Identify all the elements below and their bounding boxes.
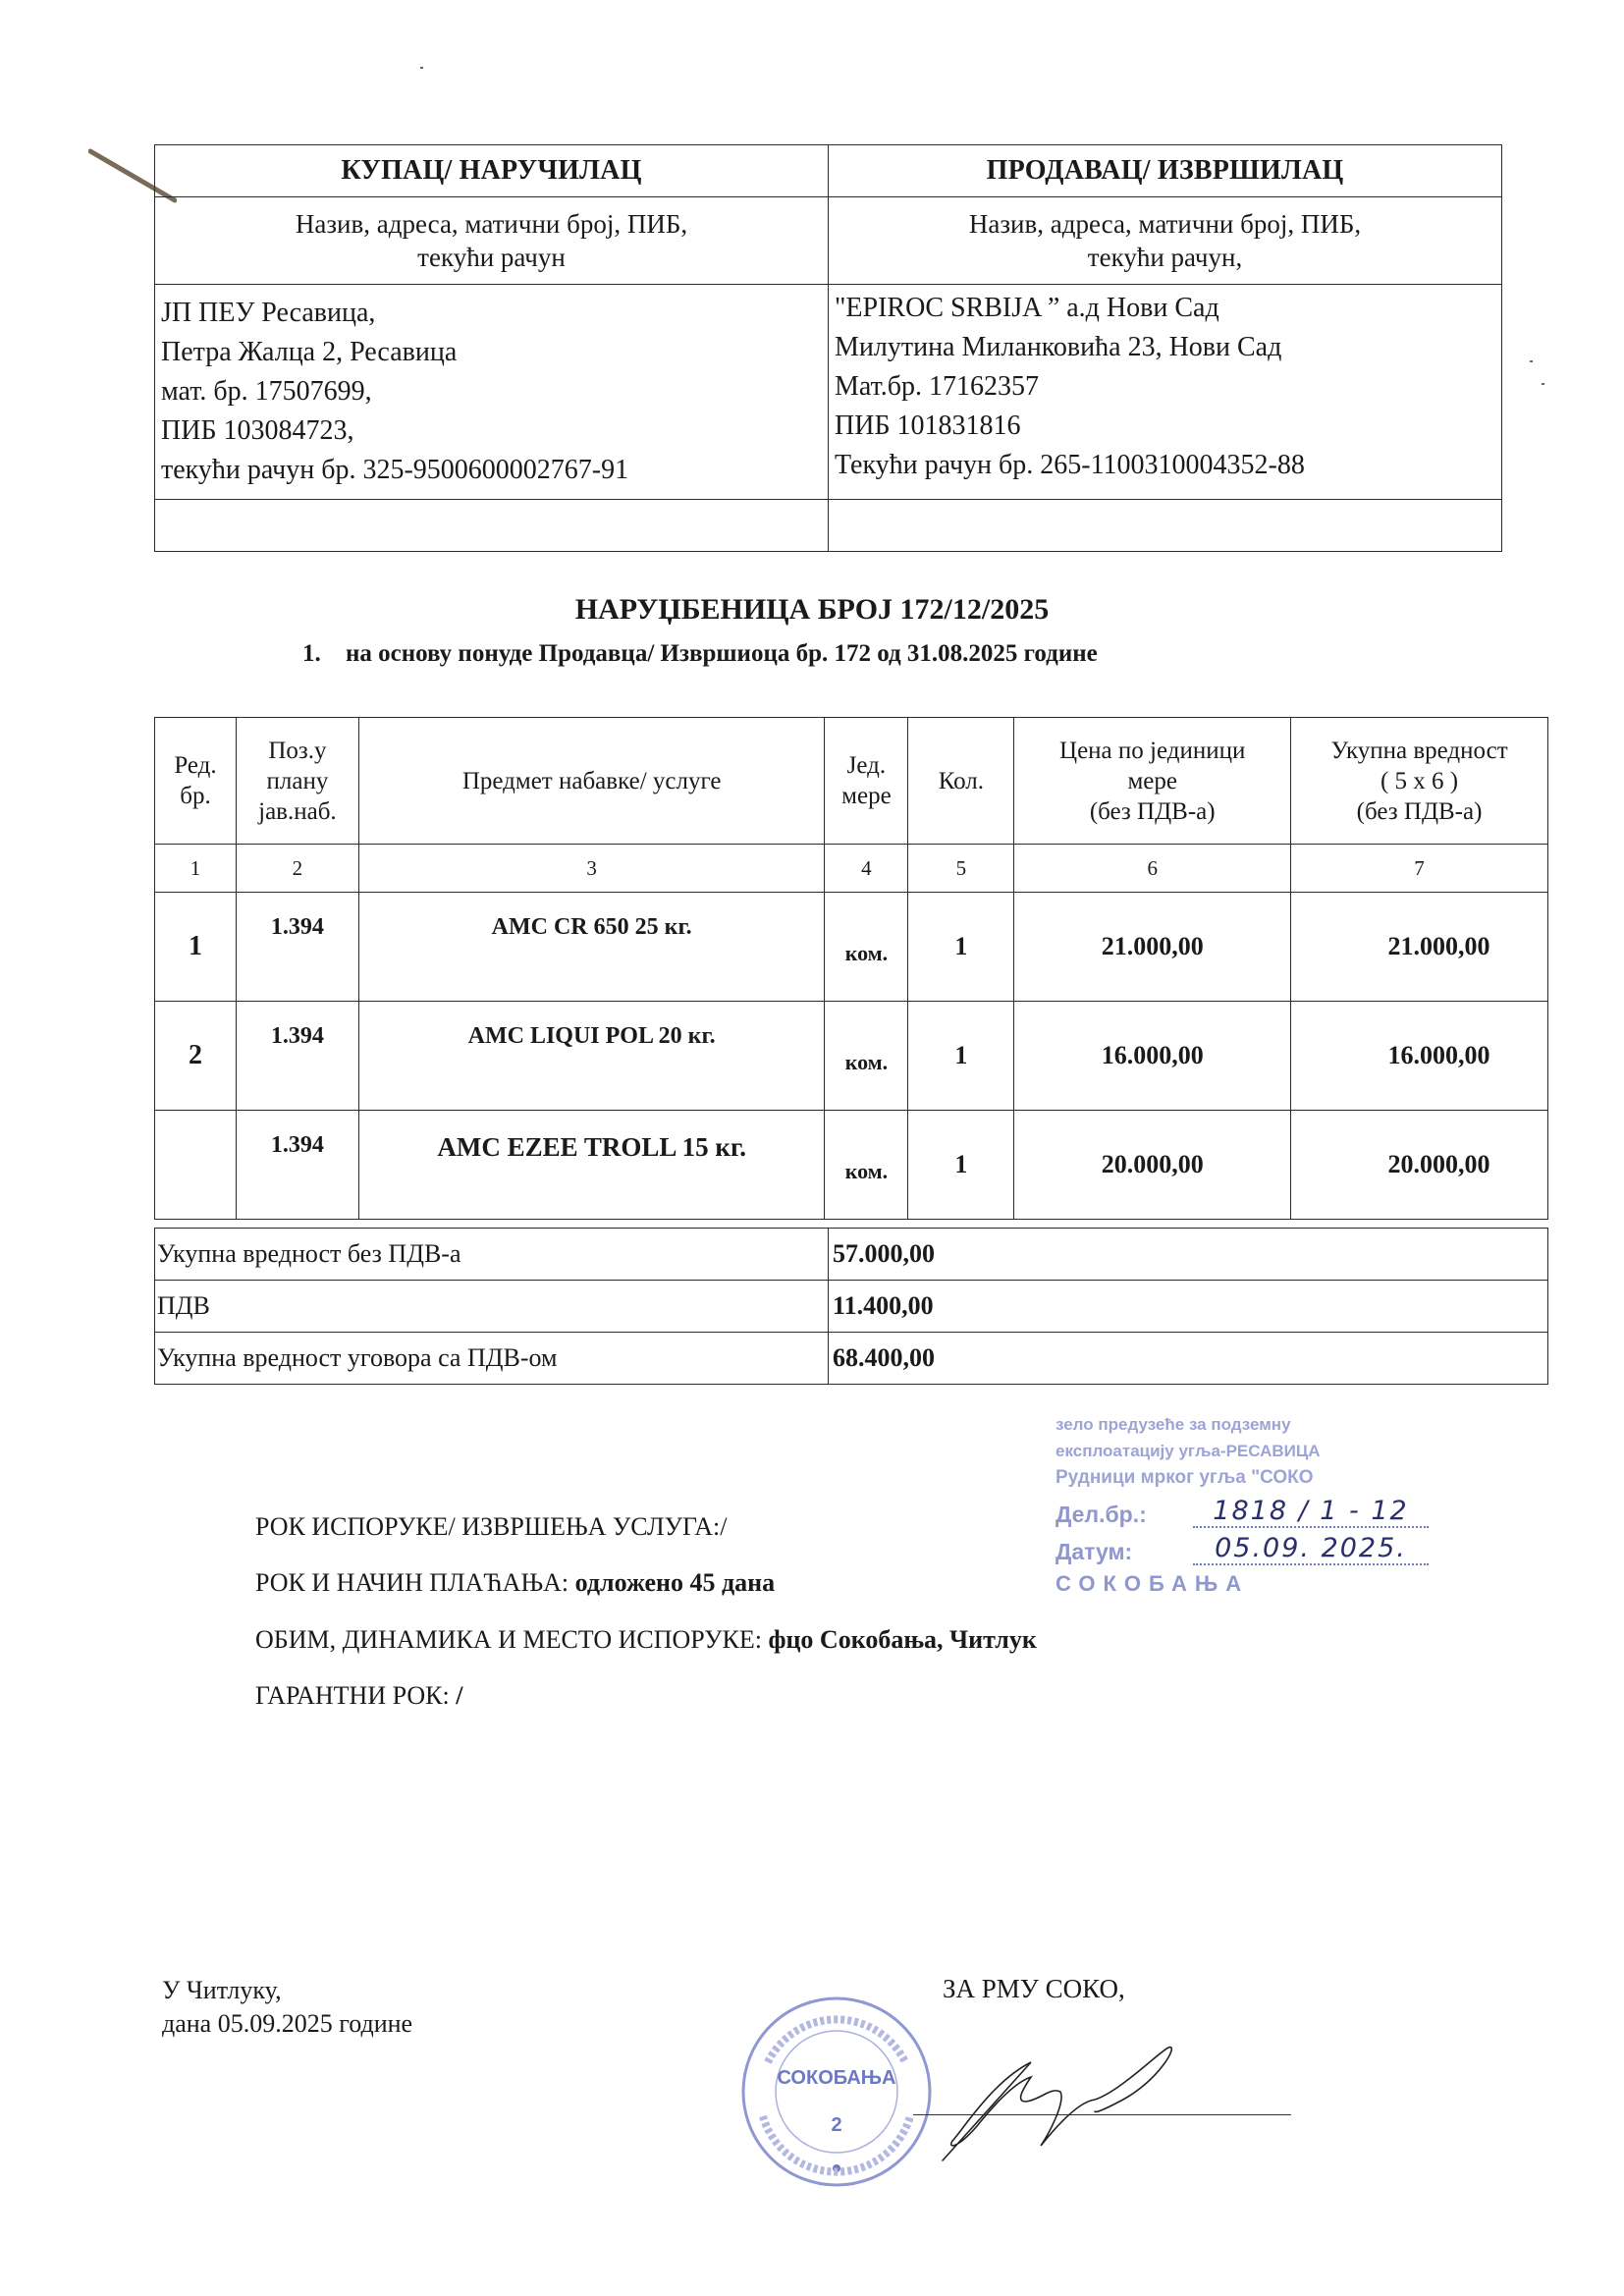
plan-position: 1.394 <box>236 1111 358 1220</box>
totals-table <box>154 1228 1548 1385</box>
delivery-term-label: РОК ИСПОРУКЕ/ ИЗВРШЕЊА УСЛУГА:/ <box>255 1512 728 1541</box>
items-table <box>154 717 1548 1220</box>
column-number: 2 <box>236 845 358 893</box>
buyer-address: Петра Жалца 2, Ресавица <box>161 337 458 367</box>
totals-row-net <box>155 1229 1548 1281</box>
header-line: Јед. <box>846 752 887 779</box>
warranty-term <box>255 1681 462 1711</box>
col-header-plan-position <box>236 718 358 845</box>
total-label: Укупна вредност без ПДВ-а <box>155 1229 829 1281</box>
buyer-details <box>155 285 829 500</box>
header-line: Кол. <box>938 767 985 794</box>
place-and-date <box>162 1974 412 2041</box>
seller-empty-cell <box>829 500 1502 552</box>
place: У Читлуку, <box>162 1976 282 2004</box>
buyer-empty-cell <box>155 500 829 552</box>
scan-speck <box>1542 383 1544 385</box>
unit-price: 20.000,00 <box>1014 1111 1291 1220</box>
total-label: Укупна вредност уговора са ПДВ-ом <box>155 1333 829 1385</box>
payment-term-value: одложено 45 дана <box>574 1568 776 1597</box>
seller-header: ПРОДАВАЦ/ ИЗВРШИЛАЦ <box>829 145 1502 197</box>
stamp-date-value: 05.09. 2025. <box>1193 1533 1429 1565</box>
header-line: (без ПДВ-а) <box>1089 797 1216 825</box>
unit: ком. <box>825 1002 908 1111</box>
sign-for-label: ЗА РМУ СОКО, <box>943 1974 1125 2003</box>
registry-stamp <box>1056 1411 1448 1597</box>
col-header-row-number <box>155 718 237 845</box>
item-description: AMC EZEE TROLL 15 кг. <box>358 1111 825 1220</box>
stamp-date-row <box>1056 1528 1448 1565</box>
buyer-subheader-line: текући рачун <box>417 243 566 272</box>
header-line: Ред. <box>174 752 217 779</box>
header-line: мере <box>841 783 892 809</box>
buyer-tax-id: ПИБ 103084723, <box>161 415 354 446</box>
seller-subheader-line: Назив, адреса, матични број, ПИБ, <box>968 209 1362 239</box>
col-header-quantity <box>908 718 1014 845</box>
header-line: Цена по јединици <box>1059 737 1246 764</box>
header-line: Поз.у <box>268 737 327 764</box>
unit-price: 16.000,00 <box>1014 1002 1291 1111</box>
col-header-unit-price <box>1014 718 1291 845</box>
header-line: Предмет набавке/ услуге <box>461 767 722 794</box>
table-row <box>155 893 1548 1002</box>
scan-speck <box>420 67 423 69</box>
item-description: AMC CR 650 25 кг. <box>358 893 825 1002</box>
order-basis <box>302 640 1098 668</box>
buyer-bank-account: текући рачун бр. 325-9500600002767-91 <box>161 455 629 485</box>
warranty-term-label: ГАРАНТНИ РОК: <box>255 1681 450 1710</box>
stamp-line: Рудници мрког угља "СОКО <box>1056 1467 1314 1488</box>
quantity: 1 <box>908 893 1014 1002</box>
scope-term-value: фцо Сокобања, Читлук <box>768 1625 1037 1654</box>
header-line: (без ПДВ-а) <box>1356 797 1483 825</box>
signature <box>923 2023 1218 2170</box>
row-number: 2 <box>155 1002 237 1111</box>
header-line: бр. <box>180 783 211 809</box>
column-number-row <box>155 845 1548 893</box>
line-total: 21.000,00 <box>1291 893 1548 1002</box>
stamp-line: експлоатацију угља-РЕСАВИЦА <box>1056 1442 1321 1460</box>
buyer-header: КУПАЦ/ НАРУЧИЛАЦ <box>155 145 829 197</box>
line-total: 16.000,00 <box>1291 1002 1548 1111</box>
issue-date: дана 05.09.2025 године <box>162 2009 413 2038</box>
total-value: 57.000,00 <box>829 1229 1548 1281</box>
header-line: плану <box>266 767 329 794</box>
order-title: НАРУЏБЕНИЦА БРОЈ 172/12/2025 <box>574 593 1050 626</box>
scan-speck <box>1530 360 1533 362</box>
warranty-term-value: / <box>456 1681 463 1710</box>
header-line: јав.наб. <box>258 797 337 825</box>
row-number: 1 <box>155 893 237 1002</box>
seller-subheader <box>829 197 1502 285</box>
seller-address: Милутина Миланковића 23, Нови Сад <box>835 332 1282 362</box>
header-line: ( 5 x 6 ) <box>1380 767 1459 794</box>
order-basis-text: на основу понуде Продавца/ Извршиоца бр. 172 од 31.08.2025 године <box>346 640 1098 667</box>
total-value: 11.400,00 <box>829 1281 1548 1333</box>
line-total: 20.000,00 <box>1291 1111 1548 1220</box>
buyer-reg-number: мат. бр. 17507699, <box>161 376 372 407</box>
payment-term-label: РОК И НАЧИН ПЛАЋАЊА: <box>255 1568 569 1597</box>
total-value: 68.400,00 <box>829 1333 1548 1385</box>
seller-details <box>829 285 1502 500</box>
seller-bank-account: Текући рачун бр. 265-1100310004352-88 <box>835 450 1305 480</box>
unit: ком. <box>825 893 908 1002</box>
buyer-subheader <box>155 197 829 285</box>
totals-row-vat <box>155 1281 1548 1333</box>
unit: ком. <box>825 1111 908 1220</box>
stamp-number-row <box>1056 1491 1448 1528</box>
total-label: ПДВ <box>155 1281 829 1333</box>
plan-position: 1.394 <box>236 893 358 1002</box>
stamp-line: зело предузеће за подземну <box>1056 1415 1291 1434</box>
buyer-name: ЈП ПЕУ Ресавица, <box>161 298 376 328</box>
quantity: 1 <box>908 1111 1014 1220</box>
table-row <box>155 1002 1548 1111</box>
parties-table <box>154 144 1502 552</box>
delivery-term <box>255 1512 727 1542</box>
unit-price: 21.000,00 <box>1014 893 1291 1002</box>
column-number: 5 <box>908 845 1014 893</box>
round-stamp-city: СОКОБАЊА <box>777 2067 896 2089</box>
payment-term <box>255 1568 775 1598</box>
order-basis-number: 1. <box>302 640 321 667</box>
stamp-date-label: Датум: <box>1056 1539 1133 1564</box>
seller-name: "EPIROC SRBIJA ” а.д Нови Сад <box>835 293 1219 323</box>
col-header-total <box>1291 718 1548 845</box>
column-number: 3 <box>358 845 825 893</box>
plan-position: 1.394 <box>236 1002 358 1111</box>
item-description: AMC LIQUI POL 20 кг. <box>358 1002 825 1111</box>
column-number: 4 <box>825 845 908 893</box>
scope-term-label: ОБИМ, ДИНАМИКА И МЕСТО ИСПОРУКЕ: <box>255 1625 762 1654</box>
column-number: 7 <box>1291 845 1548 893</box>
stamp-number-label: Дел.бр.: <box>1056 1502 1147 1527</box>
stamp-city: СОКОБАЊА <box>1056 1571 1250 1596</box>
stamp-number-value: 1818 / 1 - 12 <box>1193 1496 1429 1528</box>
items-header-row <box>155 718 1548 845</box>
header-line: Укупна вредност <box>1330 737 1508 764</box>
seller-tax-id: ПИБ 101831816 <box>835 410 1021 441</box>
table-row <box>155 1111 1548 1220</box>
seller-subheader-line: текући рачун, <box>1087 243 1243 272</box>
buyer-subheader-line: Назив, адреса, матични број, ПИБ, <box>295 209 688 239</box>
quantity: 1 <box>908 1002 1014 1111</box>
seller-reg-number: Мат.бр. 17162357 <box>835 371 1039 402</box>
header-line: мере <box>1127 767 1177 794</box>
totals-row-gross <box>155 1333 1548 1385</box>
round-stamp-number: 2 <box>831 2114 842 2136</box>
scope-term <box>255 1625 1037 1655</box>
column-number: 1 <box>155 845 237 893</box>
row-number <box>155 1111 237 1220</box>
column-number: 6 <box>1014 845 1291 893</box>
col-header-subject <box>358 718 825 845</box>
round-stamp <box>738 1994 935 2190</box>
col-header-unit <box>825 718 908 845</box>
